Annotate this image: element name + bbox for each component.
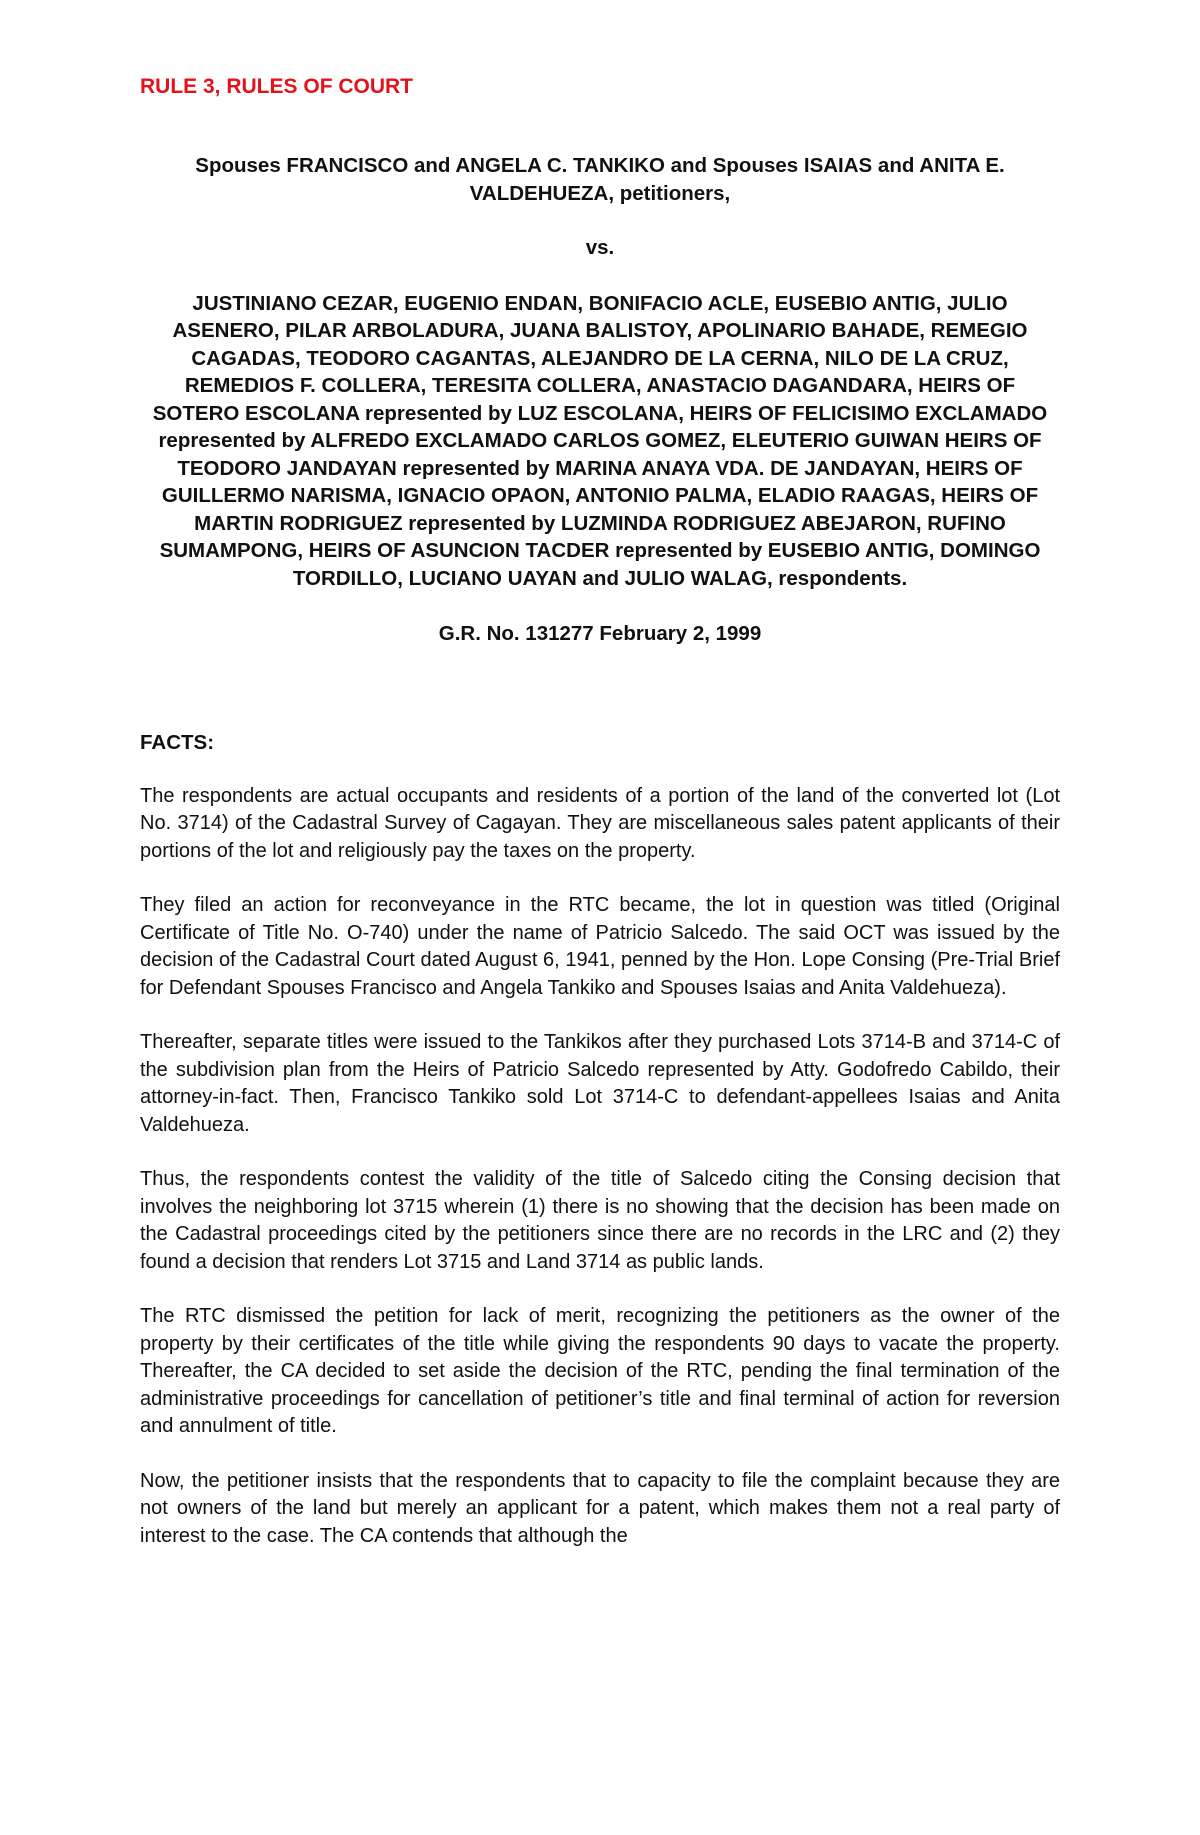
document-page [140, 60, 1060, 1550]
facts-paragraph: Thereafter, separate titles were issued to the Tankikos after they purchased Lots 3714-B and 3714-C of the subdivision plan from the Heirs of Patricio Salcedo represented by Atty. Godofredo Cabildo, their attorney-in-fact. Then, Francisco Tankiko sold Lot 3714-C to defendant-appellees Isaias and Anita Valdehueza. [140, 1031, 1060, 1136]
caption-petitioners: Spouses FRANCISCO and ANGELA C. TANKIKO and Spouses ISAIAS and ANITA E. VALDEHUEZA, petitioners, [195, 154, 1005, 205]
rule-heading: RULE 3, RULES OF COURT [140, 75, 414, 98]
caption-versus: vs. [585, 236, 615, 259]
gr-number: G.R. No. 131277 February 2, 1999 [438, 622, 762, 645]
facts-paragraph: The RTC dismissed the petition for lack of merit, recognizing the petitioners as the owner of the property by their certificates of the title while giving the respondents 90 days to vacate the property. Thereafter, the CA decided to set aside the decision of the RTC, pending the final termination of the administrative proceedings for cancellation of petitioner’s title and final terminal of action for reversion and annulment of title. [140, 1305, 1060, 1437]
facts-paragraph: Now, the petitioner insists that the respondents that to capacity to file the complaint because they are not owners of the land but merely an applicant for a patent, which makes them not a real party of interest to the case. The CA contends that although the [140, 1469, 1060, 1547]
facts-paragraph: They filed an action for reconveyance in the RTC became, the lot in question was titled (Original Certificate of Title No. O-740) under the name of Patricio Salcedo. The said OCT was issued by the decision of the Cadastral Court dated August 6, 1941, penned by the Hon. Lope Consing (Pre-Trial Brief for Defendant Spouses Francisco and Angela Tankiko and Spouses Isaias and Anita Valdehueza). [140, 894, 1060, 999]
facts-paragraph: Thus, the respondents contest the validity of the title of Salcedo citing the Consing decision that involves the neighboring lot 3715 wherein (1) there is no showing that the decision has been made on the Cadastral proceedings cited by the petitioners since there are no records in the LRC and (2) they found a decision that renders Lot 3715 and Land 3714 as public lands. [140, 1168, 1060, 1273]
facts-heading: FACTS: [140, 730, 215, 754]
facts-paragraph: The respondents are actual occupants and residents of a portion of the land of the converted lot (Lot No. 3714) of the Cadastral Survey of Cagayan. They are miscellaneous sales patent applicants of their portions of the lot and religiously pay the taxes on the property. [140, 784, 1060, 862]
caption-respondents: JUSTINIANO CEZAR, EUGENIO ENDAN, BONIFACIO ACLE, EUSEBIO ANTIG, JULIO ASENERO, PILAR ARBOLADURA, JUANA BALISTOY, APOLINARIO BAHADE, REMEGIO CAGADAS, TEODORO CAGANTAS, ALEJANDRO DE LA CERNA, NILO DE LA CRUZ, REMEDIOS F. COLLERA, TERESITA COLLERA, ANASTACIO DAGANDARA, HEIRS OF SOTERO ESCOLANA represented by LUZ ESCOLANA, HEIRS OF FELICISIMO EXCLAMADO represented by ALFREDO EXCLAMADO CARLOS GOMEZ, ELEUTERIO GUIWAN HEIRS OF TEODORO JANDAYAN represented by MARINA ANAYA VDA. DE JANDAYAN, HEIRS OF GUILLERMO NARISMA, IGNACIO OPAON, ANTONIO PALMA, ELADIO RAAGAS, HEIRS OF MARTIN RODRIGUEZ represented by LUZMINDA RODRIGUEZ ABEJARON, RUFINO SUMAMPONG, HEIRS OF ASUNCION TACDER represented by EUSEBIO ANTIG, DOMINGO TORDILLO, LUCIANO UAYAN and JULIO WALAG, respondents. [152, 291, 1048, 590]
